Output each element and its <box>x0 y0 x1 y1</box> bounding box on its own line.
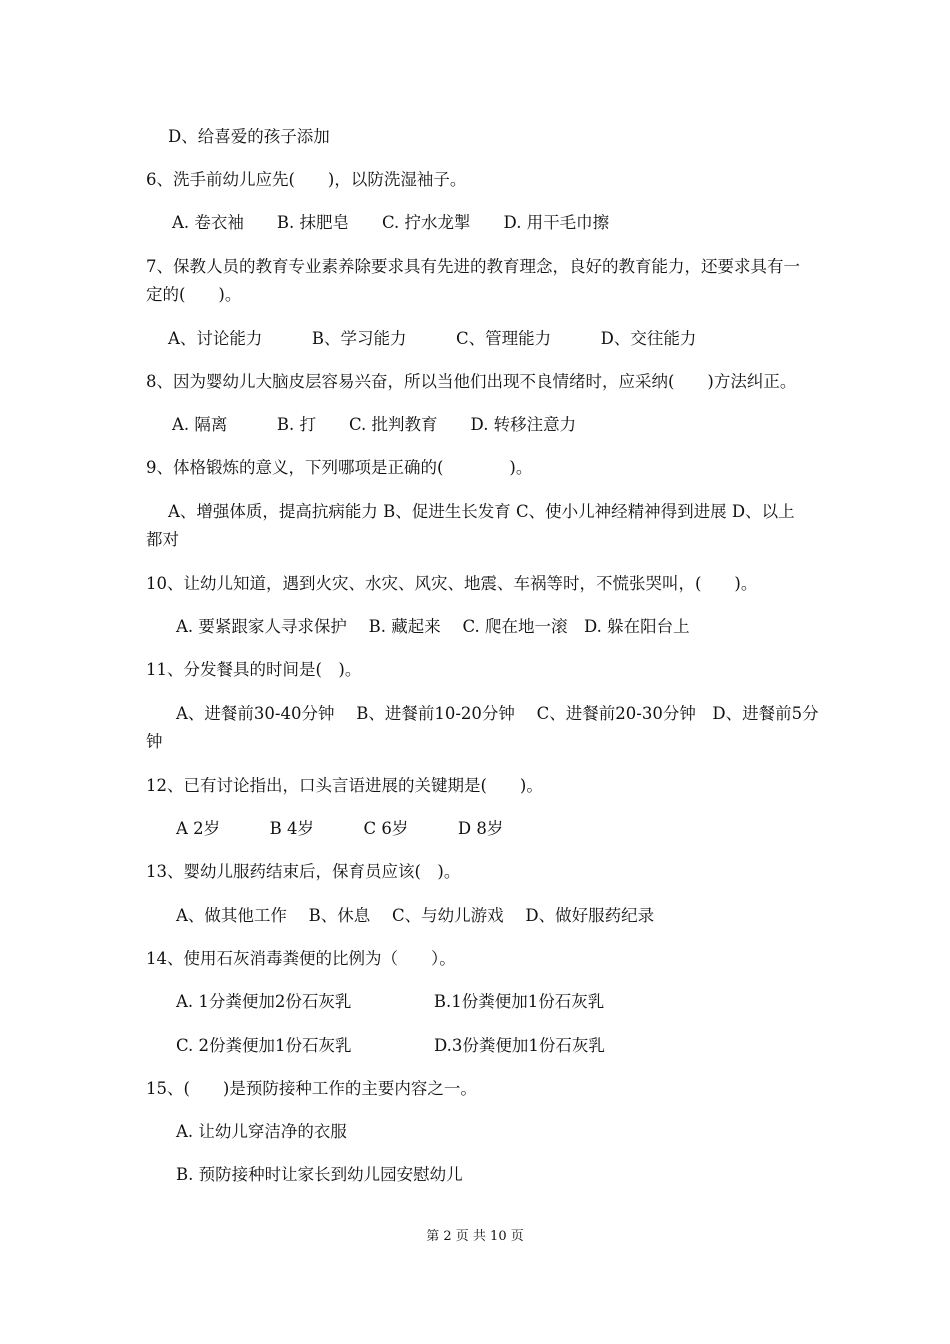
line-3: A. 卷衣袖 B. 抹肥皂 C. 拧水龙掣 D. 用干毛巾擦 <box>172 213 610 232</box>
line-1: D、给喜爱的孩子添加 <box>168 127 330 146</box>
line-6: A、讨论能力 B、学习能力 C、管理能力 D、交往能力 <box>168 329 697 348</box>
line-14: 11、分发餐具的时间是( )。 <box>146 660 362 679</box>
line-11: 都对 <box>146 530 179 549</box>
line-26: B. 预防接种时让家长到幼儿园安慰幼儿 <box>176 1165 463 1184</box>
line-7: 8、因为婴幼儿大脑皮层容易兴奋，所以当他们出现不良情绪时，应采纳( )方法纠正。 <box>146 372 797 391</box>
page-footer: 第 2 页 共 10 页 <box>426 1229 524 1244</box>
line-20: A、做其他工作 B、休息 C、与幼儿游戏 D、做好服药纪录 <box>176 906 655 925</box>
line-4: 7、保教人员的教育专业素养除要求具有先进的教育理念，良好的教育能力，还要求具有一 <box>146 257 800 276</box>
line-5: 定的( )。 <box>146 285 242 304</box>
line-23: C. 2份粪便加1份石灰乳 D.3份粪便加1份石灰乳 <box>176 1036 605 1055</box>
line-9: 9、体格锻炼的意义，下列哪项是正确的( )。 <box>146 458 533 477</box>
line-24: 15、( )是预防接种工作的主要内容之一。 <box>146 1079 477 1098</box>
line-17: 12、已有讨论指出，口头言语进展的关键期是( )。 <box>146 776 543 795</box>
line-21: 14、使用石灰消毒粪便的比例为（ ）。 <box>146 949 456 968</box>
line-15: A、进餐前30-40分钟 B、进餐前10-20分钟 C、进餐前20-30分钟 D、进餐前5分 <box>176 704 819 723</box>
line-19: 13、婴幼儿服药结束后，保育员应该( )。 <box>146 862 461 881</box>
line-22: A. 1分粪便加2份石灰乳 B.1份粪便加1份石灰乳 <box>176 992 605 1011</box>
line-8: A. 隔离 B. 打 C. 批判教育 D. 转移注意力 <box>172 415 577 434</box>
line-12: 10、让幼儿知道，遇到火灾、水灾、风灾、地震、车祸等时，不慌张哭叫，( )。 <box>146 574 758 593</box>
line-2: 6、洗手前幼儿应先( )，以防洗湿袖子。 <box>146 170 467 189</box>
line-10: A、增强体质，提高抗病能力 B、促进生长发育 C、使小儿神经精神得到进展 D、以上 <box>168 502 795 521</box>
line-13: A. 要紧跟家人寻求保护 B. 藏起来 C. 爬在地一滚 D. 躲在阳台上 <box>176 617 690 636</box>
line-16: 钟 <box>146 732 163 751</box>
line-25: A. 让幼儿穿洁净的衣服 <box>176 1122 347 1141</box>
line-18: A 2岁 B 4岁 C 6岁 D 8岁 <box>176 819 504 838</box>
